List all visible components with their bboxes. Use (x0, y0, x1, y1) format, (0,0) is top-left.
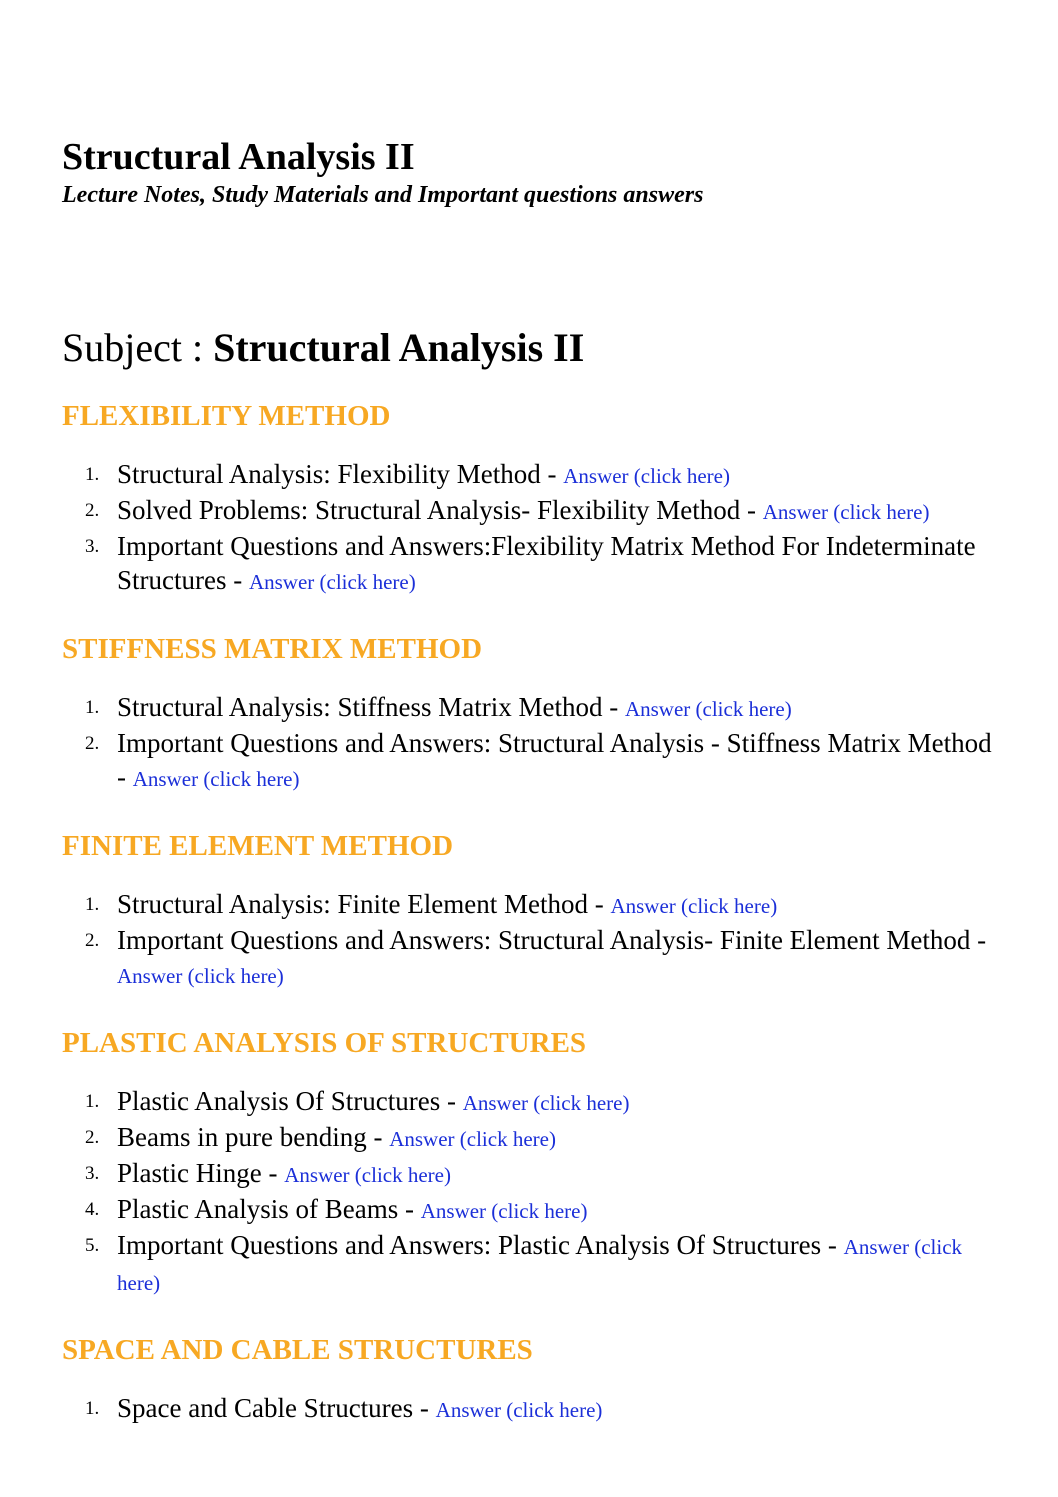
section-heading: PLASTIC ANALYSIS OF STRUCTURES (62, 1027, 587, 1059)
item-number: 3. (85, 536, 100, 557)
item-number: 5. (85, 1235, 100, 1256)
item-list (62, 690, 996, 796)
answer-link[interactable]: Answer (click here) (284, 1163, 451, 1187)
item-list (62, 457, 996, 599)
item-list (62, 1084, 996, 1300)
section-stiffness-matrix-method (62, 631, 996, 796)
item-number: 1. (85, 1398, 100, 1419)
list-item (85, 887, 996, 923)
answer-link[interactable]: Answer (click here) (117, 964, 284, 988)
answer-link[interactable]: Answer (click here) (248, 570, 416, 594)
list-item (85, 493, 996, 529)
answer-link[interactable]: Answer (click here) (117, 1235, 963, 1295)
answer-link[interactable]: Answer (click here) (435, 1398, 603, 1422)
list-item (85, 1228, 996, 1300)
answer-link[interactable]: Answer (click here) (389, 1127, 556, 1151)
subject-name: Structural Analysis II (213, 325, 585, 370)
answer-link[interactable]: Answer (click here) (610, 894, 778, 918)
item-list (62, 1391, 996, 1427)
item-number: 1. (85, 894, 100, 915)
list-item (85, 690, 996, 726)
page-subtitle: Lecture Notes, Study Materials and Important questions answers (62, 182, 704, 208)
answer-link[interactable]: Answer (click here) (762, 500, 930, 524)
item-number: 4. (85, 1199, 100, 1220)
section-space-and-cable-structures (62, 1332, 996, 1427)
list-item (85, 457, 996, 493)
item-list (62, 887, 996, 993)
list-item (85, 726, 996, 796)
item-text: Plastic Analysis of Beams - (117, 1194, 421, 1224)
item-number: 1. (85, 1091, 100, 1112)
list-item (85, 1156, 996, 1192)
subject-label: Subject : (62, 325, 214, 370)
item-text: Space and Cable Structures - (117, 1393, 436, 1423)
item-text: Important Questions and Answers: Structural Analysis- Finite Element Method - (117, 925, 987, 955)
item-text: Plastic Hinge - (117, 1158, 285, 1188)
item-number: 2. (85, 1127, 100, 1148)
answer-link[interactable]: Answer (click here) (563, 464, 730, 488)
item-text: Important Questions and Answers: Plastic Analysis Of Structures - (117, 1230, 844, 1260)
subject-heading (62, 324, 996, 372)
answer-link[interactable]: Answer (click here) (624, 697, 792, 721)
answer-link[interactable]: Answer (click here) (462, 1091, 630, 1115)
item-number: 2. (85, 930, 100, 951)
section-heading: FINITE ELEMENT METHOD (62, 830, 454, 862)
section-heading: SPACE AND CABLE STRUCTURES (62, 1334, 533, 1366)
item-text: Structural Analysis: Finite Element Method - (117, 889, 611, 919)
list-item (85, 923, 996, 993)
item-number: 1. (85, 464, 100, 485)
section-heading: FLEXIBILITY METHOD (62, 400, 391, 432)
item-number: 1. (85, 697, 100, 718)
item-text: Important Questions and Answers: Structural Analysis - Stiffness Matrix Method - (117, 728, 992, 792)
item-number: 2. (85, 500, 100, 521)
item-text: Structural Analysis: Stiffness Matrix Method - (117, 692, 625, 722)
item-text: Solved Problems: Structural Analysis- Flexibility Method - (117, 495, 763, 525)
item-number: 3. (85, 1163, 100, 1184)
page-title: Structural Analysis II (62, 136, 415, 178)
section-plastic-analysis (62, 1025, 996, 1300)
section-flexibility-method (62, 398, 996, 599)
answer-link[interactable]: Answer (click here) (132, 767, 300, 791)
answer-link[interactable]: Answer (click here) (420, 1199, 588, 1223)
item-text: Beams in pure bending - (117, 1122, 390, 1152)
section-heading: STIFFNESS MATRIX METHOD (62, 633, 483, 665)
item-text: Important Questions and Answers:Flexibility Matrix Method For Indeterminate Structures - (117, 531, 976, 595)
item-text: Plastic Analysis Of Structures - (117, 1086, 463, 1116)
section-finite-element-method (62, 828, 996, 993)
list-item (85, 1192, 996, 1228)
list-item (85, 1084, 996, 1120)
list-item (85, 529, 996, 599)
list-item (85, 1120, 996, 1156)
list-item (85, 1391, 996, 1427)
item-number: 2. (85, 733, 100, 754)
item-text: Structural Analysis: Flexibility Method - (117, 459, 564, 489)
